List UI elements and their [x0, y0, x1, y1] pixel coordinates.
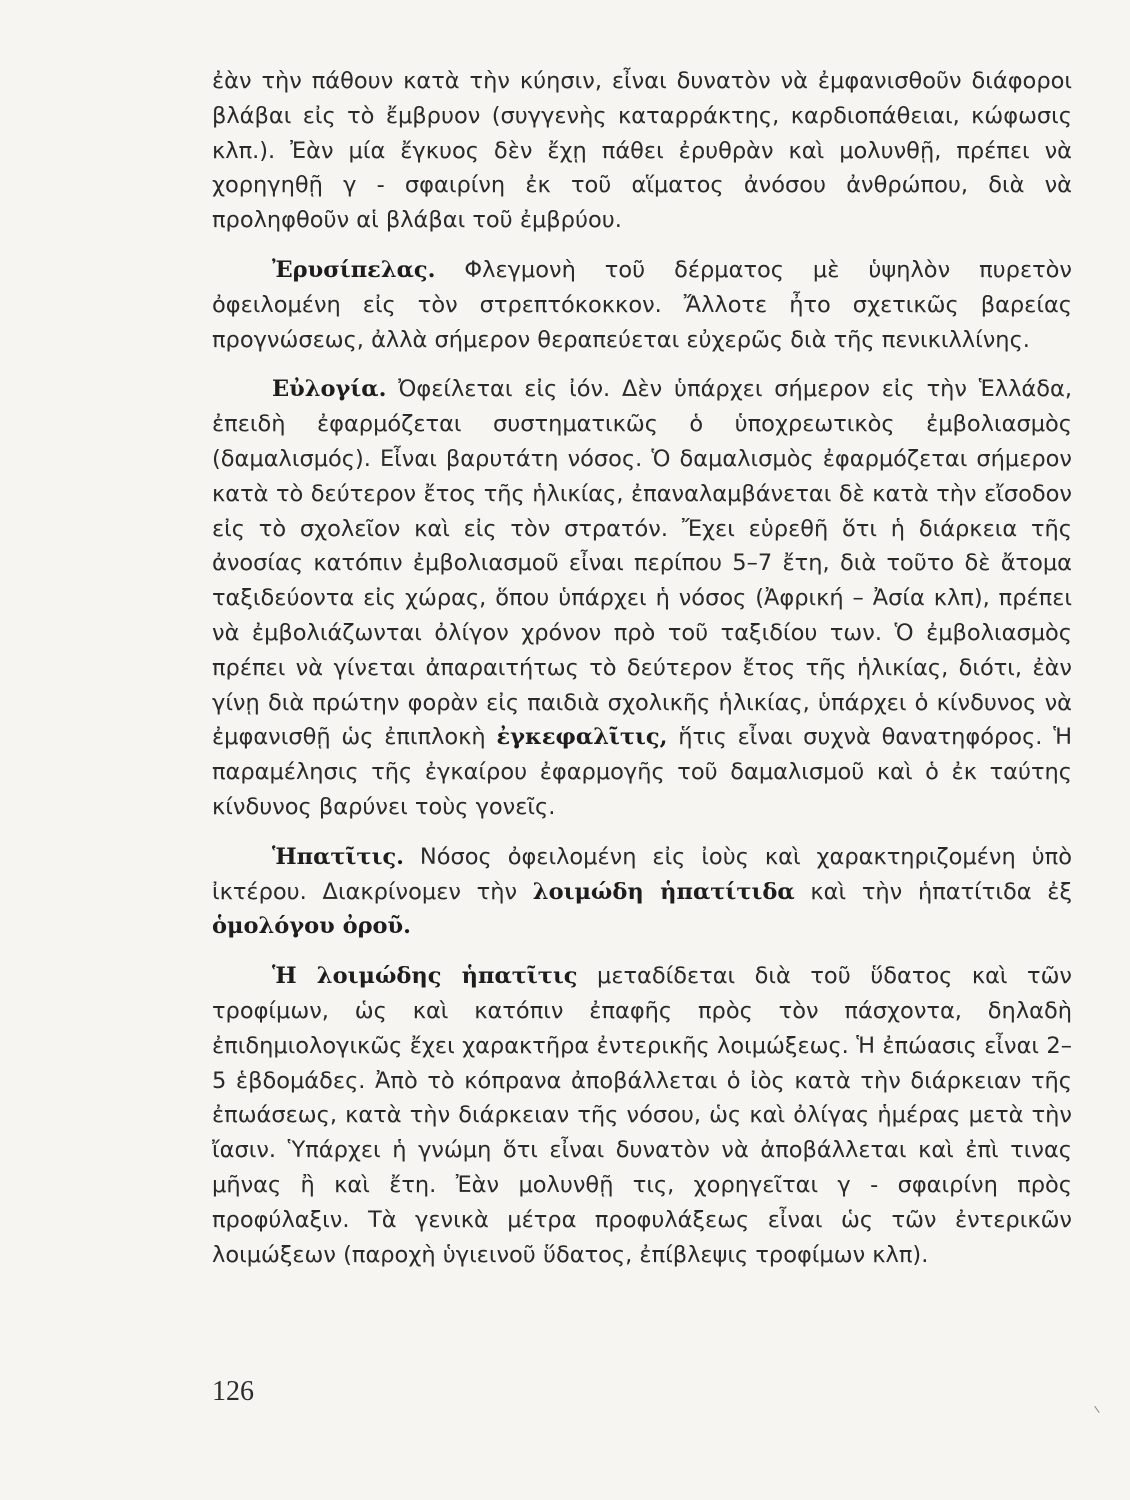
paragraph-erysipelas — [212, 253, 1072, 357]
paragraph-heading: Ἡ λοιμώδης ἡπατῖτις — [272, 963, 578, 990]
paragraph-continuation — [212, 64, 1072, 238]
paragraph-infectious-hepatitis — [212, 959, 1072, 1272]
bold-term: ἐγκεφαλῖτις, — [496, 724, 668, 751]
paragraph-smallpox — [212, 372, 1072, 824]
paragraph-hepatitis — [212, 840, 1072, 944]
paragraph-body: μεταδίδεται διὰ τοῦ ὕδατος καὶ τῶν τροφίμων, ὡς καὶ κατόπιν ἐπαφῆς πρὸς τὸν πάσχοντα, δηλαδὴ ἐπιδημιολογικῶς ἔχει χαρακτῆρα ἐντερικῆς λοιμώξεως. Ἡ ἐπώασις εἶναι 2–5 ἑβδομάδες. Ἀπὸ τὸ κόπρανα ἀποβάλλεται ὁ ἰὸς κατὰ τὴν διάρκειαν τῆς ἐπωάσεως, κατὰ τὴν διάρκειαν τῆς νόσου, ὡς καὶ ὀλίγας ἡμέρας μετὰ τὴν ἴασιν. Ὑπάρχει ἡ γνώμη ὅτι εἶναι δυνατὸν νὰ ἀποβάλλεται καὶ ἐπὶ τινας μῆνας ἢ καὶ ἔτη. Ἐὰν μολυνθῇ τις, χορηγεῖται γ - σφαιρίνη πρὸς προφύλαξιν. Τὰ γενικὰ μέτρα προφυλάξεως εἶναι ὡς τῶν ἐντερικῶν λοιμώξεων (παροχὴ ὑγιεινοῦ ὕδατος, ἐπίβλεψις τροφίμων κλπ). — [212, 963, 1073, 1268]
corner-mark — [1094, 1403, 1104, 1413]
paragraph-body: Φλεγμονὴ τοῦ δέρματος μὲ ὑψηλὸν πυρετὸν ὀφειλομένη εἰς τὸν στρεπτόκοκκον. Ἄλλοτε ἦτο σχετικῶς βαρείας προγνώσεως, ἀλλὰ σήμερον θεραπεύεται εὐχερῶς διὰ τῆς πενικιλλίνης. — [212, 256, 1072, 353]
paragraph-body: Νόσος ὀφειλομένη εἰς ἰοὺς καὶ χαρακτηριζομένη ὑπὸ ἰκτέρου. Διακρίνομεν τὴν — [212, 843, 1072, 905]
page-number: 126 — [212, 1376, 254, 1407]
paragraph-heading: Ἡπατῖτις. — [272, 843, 404, 870]
page-text — [212, 64, 1072, 1287]
paragraph-body: ἥτις εἶναι συχνὰ θανατηφόρος. Ἡ παραμέλησις τῆς ἐγκαίρου ἐφαρμογῆς τοῦ δαμαλισμοῦ καὶ ὁ ἐκ ταύτης κίνδυνος βαρύνει τοὺς γονεῖς. — [212, 724, 1072, 820]
paragraph-body: καὶ τὴν ἡπατίτιδα ἐξ — [794, 878, 1072, 905]
bold-term: ὁμολόγου ὀροῦ. — [212, 913, 411, 940]
paragraph-heading: Εὐλογία. — [272, 376, 387, 403]
bold-term: λοιμώδη ἡπατίτιδα — [532, 878, 795, 905]
paragraph-body: ἐὰν τὴν πάθουν κατὰ τὴν κύησιν, εἶναι δυνατὸν νὰ ἐμφανισθοῦν διάφοροι βλάβαι εἰς τὸ ἔμβρυον (συγγενὴς καταρράκτης, καρδιοπάθειαι, κώφωσις κλπ.). Ἐὰν μία ἔγκυος δὲν ἔχῃ πάθει ἐρυθρὰν καὶ μολυνθῇ, πρέπει νὰ χορηγηθῇ γ - σφαιρίνη ἐκ τοῦ αἵματος ἀνόσου ἀνθρώπου, διὰ νὰ προληφθοῦν αἱ βλάβαι τοῦ ἐμβρύου. — [212, 68, 1072, 234]
paragraph-heading: Ἐρυσίπελας. — [272, 256, 436, 283]
paragraph-body: Ὀφείλεται εἰς ἰόν. Δὲν ὑπάρχει σήμερον εἰς τὴν Ἑλλάδα, ἐπειδὴ ἐφαρμόζεται συστηματικῶς ὁ ὑποχρεωτικὸς ἐμβολιασμὸς (δαμαλισμός). Εἶναι βαρυτάτη νόσος. Ὁ δαμαλισμὸς ἐφαρμόζεται σήμερον κατὰ τὸ δεύτερον ἔτος τῆς ἡλικίας, ἐπαναλαμβάνεται δὲ κατὰ τὴν εἴσοδον εἰς τὸ σχολεῖον καὶ εἰς τὸν στρατόν. Ἔχει εὑρεθῆ ὅτι ἡ διάρκεια τῆς ἀνοσίας κατόπιν ἐμβολιασμοῦ εἶναι περίπου 5–7 ἔτη, διὰ τοῦτο δὲ ἄτομα ταξιδεύοντα εἰς χώρας, ὅπου ὑπάρχει ἡ νόσος (Ἀφρική – Ἀσία κλπ), πρέπει νὰ ἐμβολιάζωνται ὀλίγον χρόνον πρὸ τοῦ ταξιδίου των. Ὁ ἐμβολιασμὸς πρέπει νὰ γίνεται ἀπαραιτήτως τὸ δεύτερον ἔτος τῆς ἡλικίας, διότι, ἐὰν γίνῃ διὰ πρώτην φορὰν εἰς παιδιὰ σχολικῆς ἡλικίας, ὑπάρχει ὁ κίνδυνος νὰ ἐμφανισθῇ ὡς ἐπιπλοκὴ — [212, 376, 1072, 751]
